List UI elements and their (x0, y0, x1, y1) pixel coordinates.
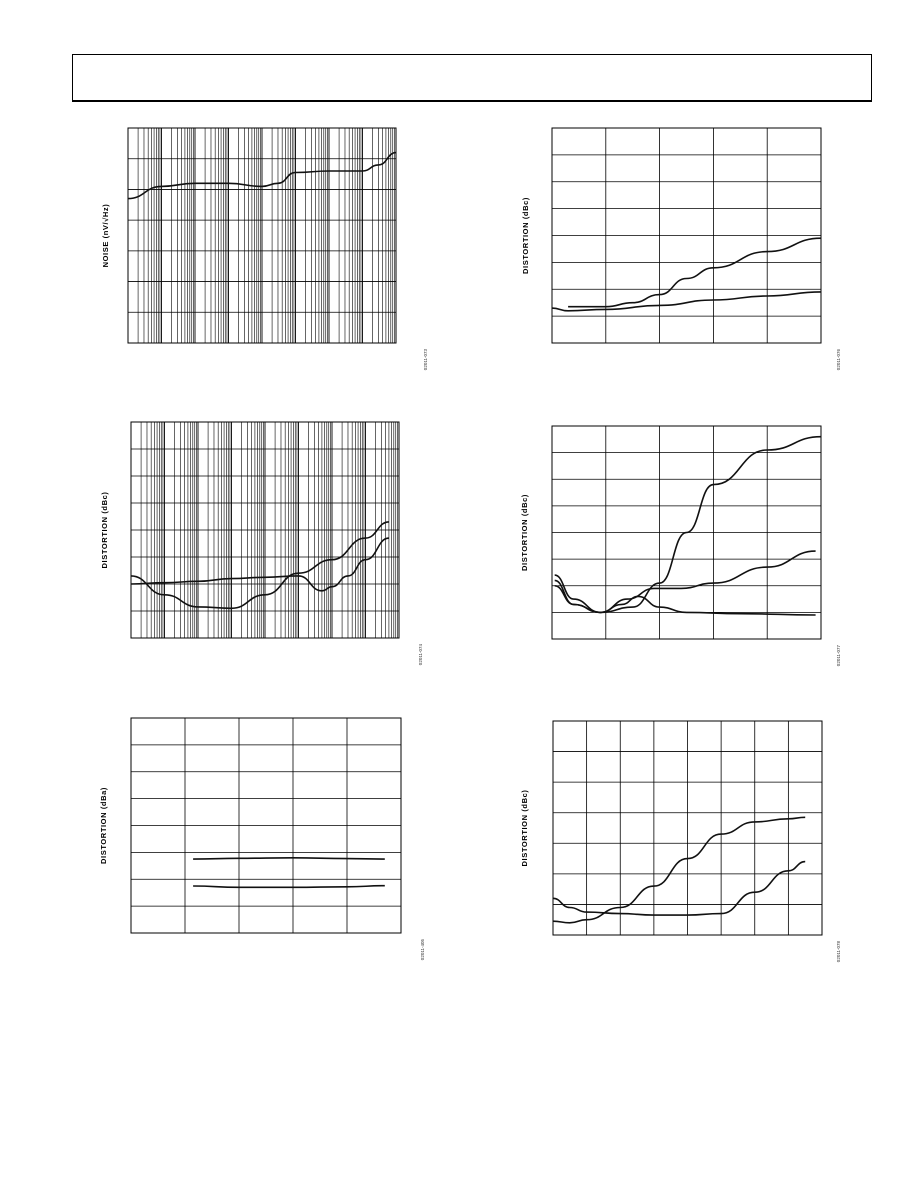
y-axis-label: DISTORTION (dBc) (521, 197, 530, 274)
y-axis-label: NOISE (nV/√Hz) (101, 203, 110, 268)
series-line-2 (555, 551, 816, 612)
y-axis-label: DISTORTION (dBc) (520, 494, 529, 571)
figure-id: 02011-076 (836, 349, 841, 371)
y-axis-label: DISTORTION (dBc) (100, 491, 109, 569)
figure-id: 02011-074 (418, 644, 423, 666)
page-header-box (72, 54, 872, 102)
series-line-3 (555, 586, 816, 615)
series-line-2 (553, 862, 805, 916)
figure-id: 02011-077 (836, 645, 841, 667)
figure-id: 02011-073 (423, 349, 428, 371)
chart-distortion-3 (480, 410, 870, 690)
figure-id: 02011-078 (836, 941, 841, 963)
series-line-1 (193, 858, 385, 859)
chart-distortion-4 (60, 705, 450, 985)
y-axis-label: DISTORTION (dBc) (520, 789, 529, 867)
chart-distortion-2 (60, 410, 450, 690)
y-axis-label: DISTORTION (dBa) (99, 787, 108, 864)
series-line-2 (193, 886, 385, 888)
chart-distortion-5 (480, 705, 870, 985)
series-line-1 (552, 292, 821, 311)
figure-id: 02011-405 (420, 939, 425, 961)
chart-noise (60, 110, 450, 390)
chart-distortion-1 (480, 110, 870, 390)
series-line-1 (553, 817, 805, 923)
